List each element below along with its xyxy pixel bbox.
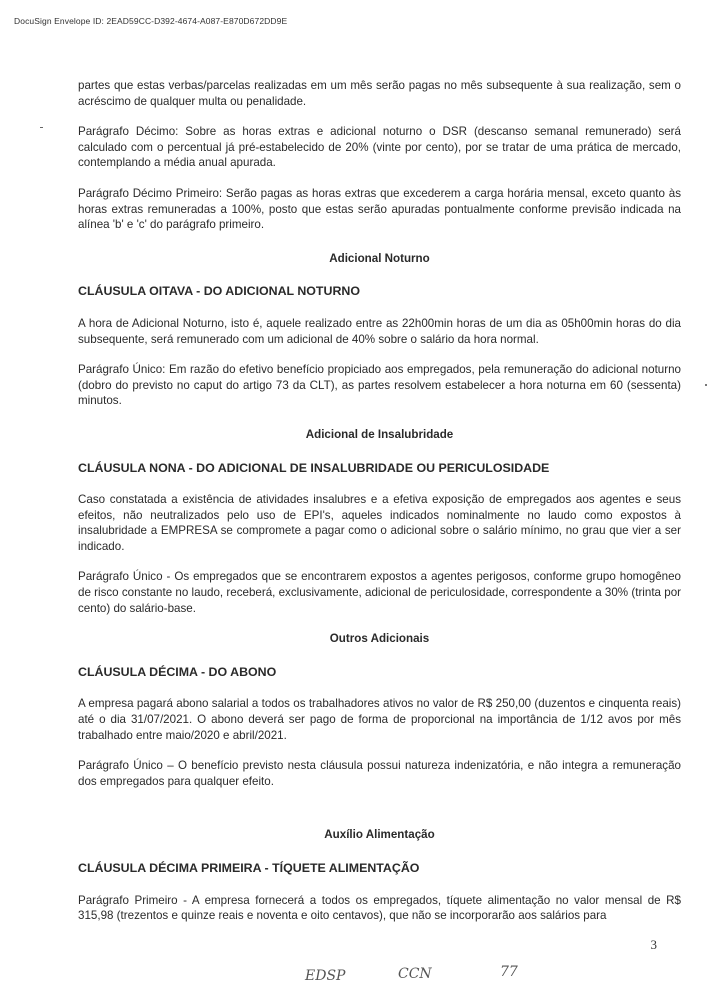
document-body — [78, 78, 681, 939]
clause-decima-paragraph: A empresa pagará abono salarial a todos os trabalhadores ativos no valor de R$ 250,00 (duzentos e cinquenta reais) até o dia 31/07/2021. O abono deverá ser pago de forma de proporcional na importância de 1/12 avos por mês trabalhado entre maio/2020 e abril/2021. — [78, 697, 681, 742]
paragraph-continuation: partes que estas verbas/parcelas realizadas em um mês serão pagas no mês subsequente à sua realização, sem o acréscimo de qualquer multa ou penalidade. — [78, 79, 681, 108]
initials-signature: EDSP — [305, 968, 346, 984]
clause-nona-paragraph: Caso constatada a existência de atividades insalubres e a efetiva exposição de empregados aos agentes e seus efeitos, não neutralizados pelo uso de EPI's, aqueles indicados nominalmente no laudo como expostos à insalubridade a EMPRESA se compromete a pagar como o adicional sobre o salário mínimo, no grau que vier a ser indicado. — [78, 493, 681, 553]
paragraph-decimo-primeiro: Parágrafo Décimo Primeiro: Serão pagas as horas extras que excederem a carga horária mensal, exceto quanto às horas extras remuneradas a 100%, posto que estas serão apuradas pontualmente conforme previsão indicada na alínea 'b' e 'c' do parágrafo primeiro. — [78, 186, 681, 232]
clause-title-oitava: CLÁUSULA OITAVA - DO ADICIONAL NOTURNO — [78, 284, 360, 299]
clause-title-decima: CLÁUSULA DÉCIMA - DO ABONO — [78, 664, 277, 679]
initials-row — [0, 962, 727, 992]
clause-decima-paragrafo-unico: Parágrafo Único – O benefício previsto nesta cláusula possui natureza indenizatória, e não integra a remuneração dos empregados para qualquer efeito. — [78, 759, 681, 788]
section-title-insalubridade: Adicional de Insalubridade — [305, 427, 454, 441]
page-number: 3 — [650, 937, 657, 952]
section-title-outros-adicionais: Outros Adicionais — [329, 632, 430, 646]
margin-mark — [40, 127, 43, 128]
section-title-auxilio-alimentacao: Auxílio Alimentação — [324, 828, 435, 842]
initials-signature: CCN — [398, 966, 432, 982]
clause-title-decima-primeira: CLÁUSULA DÉCIMA PRIMEIRA - TÍQUETE ALIMENTAÇÃO — [78, 861, 420, 875]
docusign-envelope-id: DocuSign Envelope ID: 2EAD59CC-D392-4674-A087-E870D672DD9E — [14, 16, 288, 26]
clause-nona-paragrafo-unico: Parágrafo Único - Os empregados que se encontrarem expostos a agentes perigosos, conforme grupo homogêneo de risco constante no laudo, receberá, exclusivamente, adicional de periculosidade, correspondente a 30% (trinta por cento) do salário-base. — [78, 570, 681, 615]
clause-decima-primeira-paragraph: Parágrafo Primeiro - A empresa fornecerá a todos os empregados, tíquete alimentação no valor mensal de R$ 315,98 (trezentos e quinze reais e noventa e oito centavos), que não se incorporarão aos salários para — [78, 893, 681, 923]
margin-mark — [705, 384, 707, 386]
section-title-adicional-noturno: Adicional Noturno — [329, 251, 430, 265]
clause-oitava-paragraph: A hora de Adicional Noturno, isto é, aquele realizado entre as 22h00min horas de um dia as 05h00min horas do dia subsequente, será remunerado com um adicional de 40% sobre o salário da hora normal. — [78, 316, 681, 346]
clause-title-nona: CLÁUSULA NONA - DO ADICIONAL DE INSALUBRIDADE OU PERICULOSIDADE — [78, 460, 550, 475]
initials-signature: 77 — [500, 964, 518, 980]
clause-oitava-paragrafo-unico: Parágrafo Único: Em razão do efetivo benefício propiciado aos empregados, pela remuneração do adicional noturno (dobro do previsto no caput do artigo 73 da CLT), as partes resolvem estabelecer a hora noturna em 60 (sessenta) minutos. — [78, 363, 681, 408]
paragraph-decimo: Parágrafo Décimo: Sobre as horas extras e adicional noturno o DSR (descanso semanal remunerado) será calculado com o percentual já pré-estabelecido de 20% (vinte por cento), por se tratar de uma prática de mercado, contemplando a média anual apurada. — [78, 125, 681, 170]
